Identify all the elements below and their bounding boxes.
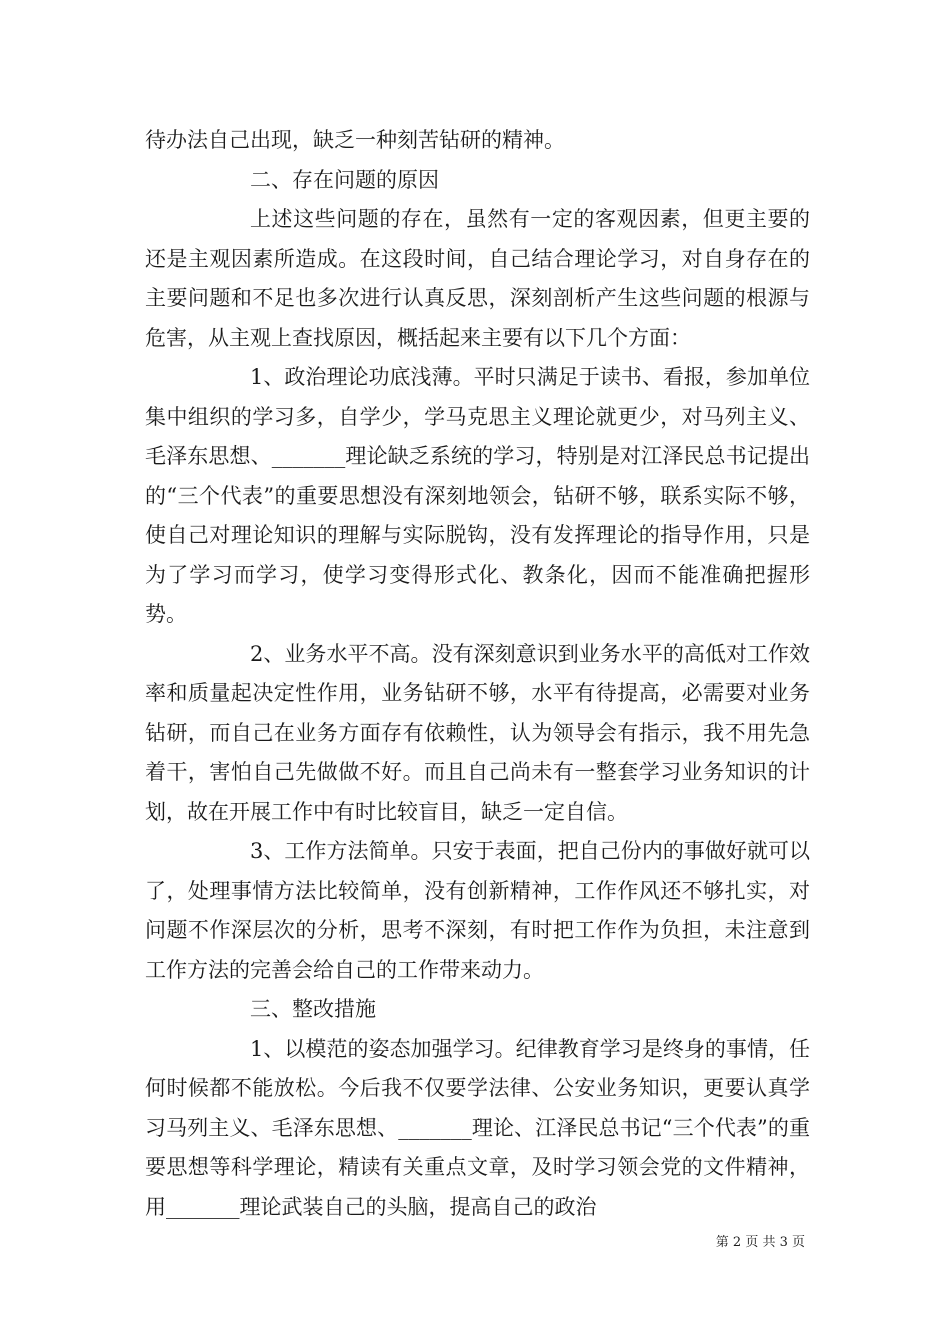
page-number-footer: 第 2 页 共 3 页: [715, 1235, 805, 1250]
document-body: [145, 121, 810, 1227]
paragraph-cause-2: 2、业务水平不高。没有深刻意识到业务水平的高低对工作效率和质量起决定性作用，业务钻研不够，水平有待提高，必需要对业务钻研，而自己在业务方面存有依赖性，认为领导会有指示，我不用先急着干，害怕自己先做做不好。而且自己尚未有一整套学习业务知识的计划，故在开展工作中有时比较盲目，缺乏一定自信。: [145, 641, 810, 824]
section-heading-measures: 三、整改措施: [250, 997, 376, 1021]
paragraph-causes-intro: 上述这些问题的存在，虽然有一定的客观因素，但更主要的还是主观因素所造成。在这段时间，自己结合理论学习，对自身存在的主要问题和不足也多次进行认真反思，深刻剖析产生这些问题的根源与危害，从主观上查找原因，概括起来主要有以下几个方面：: [145, 207, 810, 350]
paragraph-cause-3: 3、工作方法简单。只安于表面，把自己份内的事做好就可以了，处理事情方法比较简单，没有创新精神，工作作风还不够扎实，对问题不作深层次的分析，思考不深刻，有时把工作作为负担，未注意到工作方法的完善会给自己的工作带来动力。: [145, 839, 810, 982]
paragraph-measure-1: 1、以模范的姿态加强学习。纪律教育学习是终身的事情，任何时候都不能放松。今后我不仅要学法律、公安业务知识，更要认真学习马列主义、毛泽东思想、_______理论、江泽民总书记“三个代表”的重要思想等科学理论，精读有关重点文章，及时学习领会党的文件精神，用_______理论武装自己的头脑，提高自己的政治: [145, 1036, 810, 1219]
section-heading-causes: 二、存在问题的原因: [250, 167, 439, 192]
paragraph-cause-1: 1、政治理论功底浅薄。平时只满足于读书、看报，参加单位集中组织的学习多，自学少，学马克思主义理论就更少，对马列主义、毛泽东思想、_______理论缺乏系统的学习，特别是对江泽民总书记提出的“三个代表”的重要思想没有深刻地领会，钻研不够，联系实际不够，使自己对理论知识的理解与实际脱钩，没有发挥理论的指导作用，只是为了学习而学习，使学习变得形式化、教条化，因而不能准确把握形势。: [145, 365, 810, 626]
paragraph-continuation: 待办法自己出现，缺乏一种刻苦钻研的精神。: [145, 128, 565, 152]
